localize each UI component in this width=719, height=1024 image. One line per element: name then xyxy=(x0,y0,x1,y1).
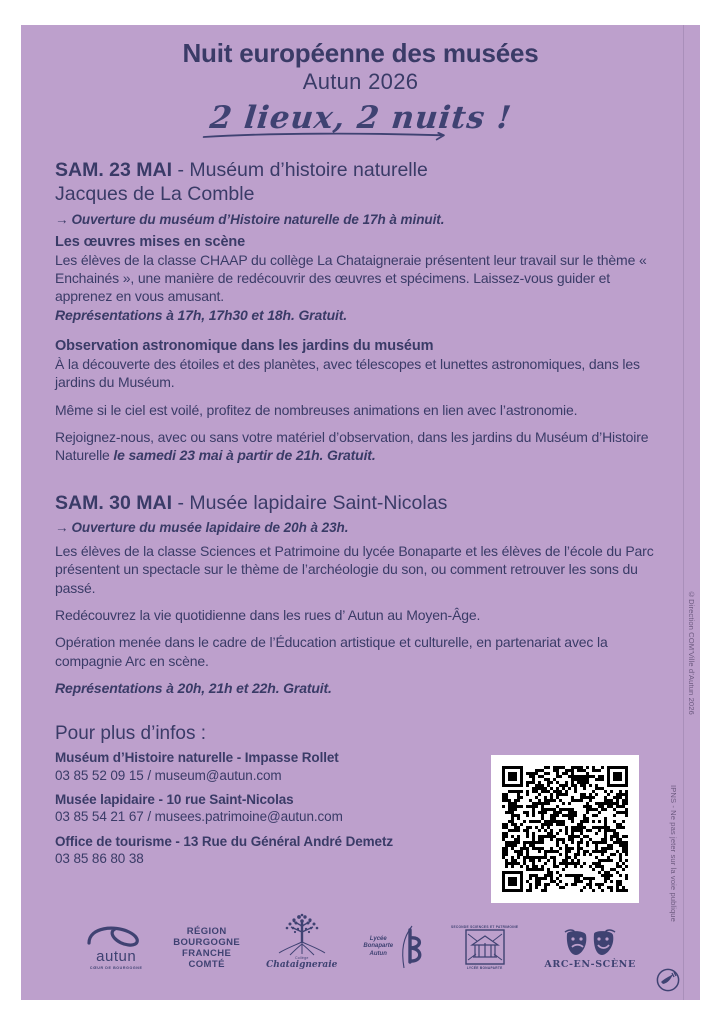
logo-region-line3: FRANCHE xyxy=(182,947,232,959)
item-oeuvres-mises-en-scene xyxy=(55,234,666,324)
info-contact[interactable]: 03 85 86 80 38 xyxy=(55,850,144,866)
swash-underline-icon xyxy=(201,132,452,142)
section-venue-line1: Muséum d’histoire naturelle xyxy=(189,158,428,181)
logo-region-bourgogne-franche-comte xyxy=(173,926,240,970)
tagline-text: 2 lieux, 2 nuits ! xyxy=(207,99,514,136)
section-paragraph: Opération menée dans le cadre de l’Éducation artistique et culturelle, en partenariat avec la compagnie Arc en scène. xyxy=(55,634,608,669)
logo-seconde-sciences-patrimoine xyxy=(451,925,518,970)
section-venue-line1: Musée lapidaire Saint-Nicolas xyxy=(189,491,448,514)
logo-chataigneraie-small: Collège xyxy=(294,956,309,960)
logo-region-line1: RÉGION xyxy=(186,925,227,937)
section-heading xyxy=(55,491,666,516)
item-final-emphasis: le samedi 23 mai à partir de 21h. Gratuit. xyxy=(113,447,376,464)
logo-badge-bottom-label: LYCÉE BONAPARTE xyxy=(466,966,503,970)
section-paragraph: Les élèves de la classe Sciences et Patrimoine du lycée Bonaparte et les élèves de l’école du Parc présentent un spectacle sur le thème de l’archéologie du son, ou comment retrouver les sons du passé. xyxy=(55,543,654,596)
section-separator: - xyxy=(172,491,190,514)
infos-title: Pour plus d’infos : xyxy=(55,723,207,745)
arrow-right-icon: → xyxy=(55,211,69,227)
tree-icon xyxy=(273,912,331,956)
section-note: Représentations à 20h, 21h et 22h. Gratuit. xyxy=(55,680,332,697)
poster-body xyxy=(21,136,700,698)
info-name: Muséum d’Histoire naturelle - Impasse Rollet xyxy=(55,750,339,766)
logo-region-line4: COMTÉ xyxy=(188,958,225,970)
item-observation-astronomique xyxy=(55,338,666,465)
bird-circle-logo-icon xyxy=(656,968,680,992)
logo-bonaparte-line3: Autun xyxy=(369,950,387,957)
opening-hours-text: Ouverture du musée lapidaire de 20h à 23h. xyxy=(71,520,349,536)
b-monogram-icon xyxy=(395,924,425,970)
logo-college-chataigneraie xyxy=(266,912,337,970)
logo-arc-en-scene xyxy=(544,928,635,970)
info-contact[interactable]: 03 85 52 09 15 / museum@autun.com xyxy=(55,767,282,783)
item-paragraph: Les élèves de la classe CHAAP du collège La Chataigneraie présentent leur travail sur le thème « Enchainés », une manière de redécouvrir des œuvres et spécimens. Laissez-vous guider et apprenez en vous amusant. xyxy=(55,251,647,305)
info-name: Office de tourisme - 13 Rue du Général André Demetz xyxy=(55,833,393,849)
credit-ipns: IPNS - Ne pas jeter sur la voie publique xyxy=(669,785,678,922)
section-separator: - xyxy=(172,158,190,181)
theatre-masks-icon xyxy=(561,928,619,958)
logo-bonaparte-line1: Lycée xyxy=(369,936,387,943)
opening-hours xyxy=(55,212,666,227)
info-name: Musée lapidaire - 10 rue Saint-Nicolas xyxy=(55,791,294,807)
section-paragraph: Redécouvrez la vie quotidienne dans les rues d’ Autun au Moyen-Âge. xyxy=(55,607,481,624)
item-heading: Observation astronomique dans les jardins du muséum xyxy=(55,337,434,354)
section-venue-line2: Jacques de La Comble xyxy=(55,183,255,206)
item-note: Représentations à 17h, 17h30 et 18h. Gratuit. xyxy=(55,306,348,323)
right-edge-divider xyxy=(683,25,684,1000)
tagline xyxy=(208,100,513,136)
section-date: SAM. 23 MAI xyxy=(55,158,173,181)
logo-bonaparte-line2: Bonaparte xyxy=(363,943,394,950)
poster-canvas xyxy=(21,25,700,1000)
logo-arc-en-scene-label: ARC-EN-SCÈNE xyxy=(544,959,636,970)
qr-code-image xyxy=(502,766,628,892)
qr-code[interactable] xyxy=(491,755,639,903)
opening-hours xyxy=(55,520,666,535)
page-title: Nuit européenne des musées xyxy=(182,38,539,68)
opening-hours-text: Ouverture du muséum d’Histoire naturelle de 17h à minuit. xyxy=(71,211,445,227)
logo-chataigneraie-label: Chataigneraie xyxy=(266,960,338,970)
poster-header xyxy=(21,25,700,136)
item-paragraph: À la découverte des étoiles et des planètes, avec télescopes et lunettes astronomiques, dans les jardins du Muséum. xyxy=(55,355,640,391)
item-final-paragraph xyxy=(55,428,666,465)
logo-autun-subtitle: CŒUR DE BOURGOGNE xyxy=(89,966,143,970)
page-subtitle: Autun 2026 xyxy=(302,69,419,95)
info-contact[interactable]: 03 85 54 21 67 / musees.patrimoine@autun.com xyxy=(55,809,343,825)
arrow-right-icon: → xyxy=(55,520,69,536)
logo-badge-top-label: SECONDE SCIENCES ET PATRIMOINE xyxy=(451,925,519,929)
section-sam-30-mai xyxy=(55,491,666,698)
logo-autun xyxy=(85,923,147,970)
item-paragraph: Même si le ciel est voilé, profitez de nombreuses animations en lien avec l’astronomie. xyxy=(55,401,578,418)
section-heading xyxy=(55,158,666,207)
credit-direction: ©Direction COM’Ville d’Autun 2026 xyxy=(687,590,696,715)
logo-row xyxy=(21,912,700,970)
logo-lycee-bonaparte xyxy=(363,924,425,970)
item-final-plain: Rejoignez-nous, avec ou sans votre matériel d’observation, dans les jardins du Muséum d’Histoire Naturelle xyxy=(55,428,649,464)
item-heading: Les œuvres mises en scène xyxy=(55,233,246,250)
monument-badge-icon xyxy=(465,929,505,965)
section-date: SAM. 30 MAI xyxy=(55,491,173,514)
section-sam-23-mai xyxy=(55,158,666,465)
autun-swirl-icon xyxy=(85,923,147,949)
logo-autun-label: autun xyxy=(96,948,137,965)
logo-region-line2: BOURGOGNE xyxy=(173,936,241,948)
